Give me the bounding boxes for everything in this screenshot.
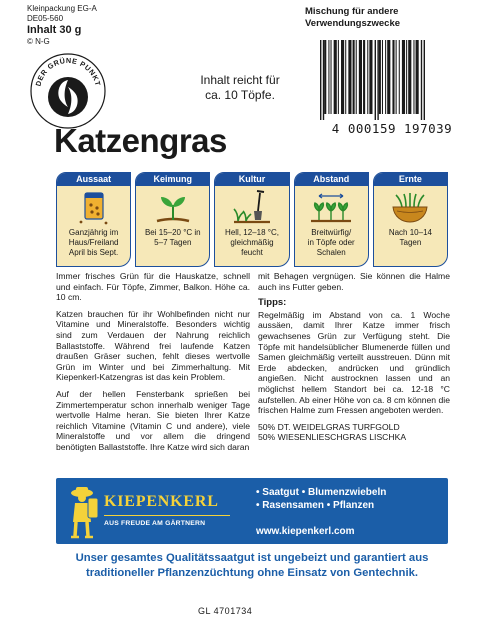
barcode-bar xyxy=(348,40,351,114)
cultivation-steps xyxy=(56,172,448,267)
content-reach xyxy=(170,73,310,103)
barcode-bar xyxy=(369,40,372,114)
barcode-bar xyxy=(392,40,394,114)
step-aussaat xyxy=(56,172,131,267)
package-info xyxy=(27,4,97,47)
green-dot-text: DER GRÜNE PUNKT xyxy=(33,55,103,88)
quality-statement-line: Unser gesamtes Qualitätssaatgut ist ungebeizt und garantiert aus xyxy=(75,552,429,564)
barcode-bar xyxy=(334,40,337,114)
content-weight: Inhalt 30 g xyxy=(27,24,82,36)
seed-bag-icon xyxy=(72,189,116,227)
step-kultur xyxy=(214,172,289,267)
origin-code: © N-G xyxy=(27,37,50,46)
gardener-logo-icon xyxy=(64,484,102,540)
barcode-bar xyxy=(331,40,332,114)
barcode-bar xyxy=(379,40,381,114)
content-reach-line2: ca. 10 Töpfe. xyxy=(205,88,275,102)
barcode-bar xyxy=(396,40,397,114)
gruener-punkt-icon xyxy=(28,51,108,131)
barcode-bar xyxy=(416,40,419,114)
seedling-icon xyxy=(151,189,195,227)
step-header: Keimung xyxy=(136,173,209,186)
barcode-number: 4 000159 197039 xyxy=(331,121,453,136)
step-text-line: Bei 15–20 °C in xyxy=(144,228,201,237)
barcode-bar xyxy=(338,40,339,114)
barcode-bar xyxy=(345,40,346,114)
barcode-bar xyxy=(363,40,365,114)
step-text xyxy=(66,227,122,258)
barcode-bar xyxy=(356,40,357,114)
barcode-bar xyxy=(402,40,405,114)
description-column-left xyxy=(56,271,250,459)
quality-statement-line: traditioneller Pflanzenzüchtung ohne Einsatz von Gentechnik. xyxy=(85,567,419,579)
brand-slogan: AUS FREUDE AM GÄRTNERN xyxy=(104,520,206,527)
product-range-item: • Saatgut • Blumenzwiebeln xyxy=(256,487,387,498)
mixture-line: 50% WIESENLIESCHGRAS LISCHKA xyxy=(258,432,407,443)
tips-text: Regelmäßig im Abstand von ca. 1 Woche aussäen, damit Ihrer Katze immer frisch gewachsenes Grün zur Verfügung steht. Die Töpfe mit handelsüblicher Blumenerde füllen und Samen gleichmäßig verteilt ausstreuen. Dünn mit Erde abdecken, andrücken und gründlich angießen. Nicht austrocknen lassen und an möglichst hellem Standort bei ca. 12-18 °C aufstellen. Ab einer Höhe von ca. 8 cm können die frischen Halme zum Fressen angeboten werden. xyxy=(258,309,450,416)
barcode-bar xyxy=(367,40,368,114)
spacing-arrows-icon xyxy=(309,189,353,227)
description-paragraph: Katzen brauchen für ihr Wohlbefinden nicht nur Vitamine und Mineralstoffe. Besonders wichtig sind zum Verdauen der Nahrung reichlich Ballaststoffe. Während frei laufende Katzen draußen Gräser suchen, fehlt dieses wertvolle Grün im Winter und bei Zimmerhaltung. Mit Kiepenkerl-Katzengras ist das kein Problem. xyxy=(56,308,250,383)
barcode-bar xyxy=(377,40,378,120)
barcode-bar xyxy=(406,40,407,114)
step-text-line: 5–7 Tagen xyxy=(154,238,192,247)
barcode-bar xyxy=(385,40,386,114)
step-text-line: feucht xyxy=(241,248,263,257)
step-text xyxy=(386,227,435,248)
barcode-bar xyxy=(387,40,390,114)
mixture-line: 50% DT. WEIDELGRAS TURFGOLD xyxy=(258,421,400,432)
step-text xyxy=(305,227,358,258)
step-abstand xyxy=(294,172,369,267)
spade-sprouts-icon xyxy=(230,189,274,227)
step-text-line: April bis Sept. xyxy=(68,248,119,257)
step-text-line: Schalen xyxy=(316,248,346,257)
step-text-line: Nach 10–14 xyxy=(388,228,432,237)
barcode-bar xyxy=(408,40,411,114)
quality-statement xyxy=(56,551,448,581)
barcode-bar xyxy=(320,40,321,120)
gl-code: GL 4701734 xyxy=(198,606,253,616)
package-type: Kleinpackung EG-A xyxy=(27,4,97,13)
website-link[interactable]: www.kiepenkerl.com xyxy=(256,526,355,537)
step-text-line: Tagen xyxy=(399,238,422,247)
brand-divider xyxy=(104,515,230,516)
barcode-bar xyxy=(382,40,383,114)
description-paragraph: Immer frisches Grün für die Hauskatze, schnell und einfach. Für Töpfe, Zimmer, Balkon. Höhe ca. 10 cm. xyxy=(56,271,250,303)
mixture-note-line2: Verwendungszwecke xyxy=(305,18,401,29)
description-paragraph: mit Behagen vergnügen. Sie können die Halme auch ins Futter geben. xyxy=(258,271,450,292)
step-keimung xyxy=(135,172,210,267)
barcode-image xyxy=(316,40,468,120)
barcode-bar xyxy=(359,40,362,114)
barcode-bar xyxy=(353,40,355,114)
step-text-line: Hell, 12–18 °C, xyxy=(225,228,279,237)
barcode-bar xyxy=(421,40,422,120)
description-column-right xyxy=(258,271,450,443)
description-paragraph: Auf der hellen Fensterbank sprießen bei Zimmertemperatur schon innerhalb weniger Tage wertvolle Halme heran. Sie bieten Ihrer Katze reichlich Vitamine (Vitamin C und andere), viele Mineralstoffe und vor allem die dringend benötigten Ballaststoffe. Ihre Katze wird sich daran xyxy=(56,388,250,452)
article-code: DE05-560 xyxy=(27,14,64,23)
step-text-line: Ganzjährig im xyxy=(68,228,119,237)
step-header: Ernte xyxy=(374,173,447,186)
harvest-bowl-icon xyxy=(388,189,432,227)
barcode-bar xyxy=(399,40,400,114)
product-title: Katzengras xyxy=(54,122,227,159)
step-header: Aussaat xyxy=(57,173,130,186)
step-text xyxy=(222,227,282,258)
step-header: Abstand xyxy=(295,173,368,186)
barcode-bar xyxy=(341,40,344,114)
brand-banner xyxy=(56,478,448,544)
mixture-note-line1: Mischung für andere xyxy=(305,6,399,17)
step-text xyxy=(142,227,204,248)
barcode-bar xyxy=(424,40,425,120)
step-text-line: gleichmäßig xyxy=(230,238,274,247)
step-text-line: Haus/Freiland xyxy=(68,238,119,247)
step-text-line: in Töpfe oder xyxy=(307,238,355,247)
tips-heading: Tipps: xyxy=(258,297,287,309)
step-ernte xyxy=(373,172,448,267)
step-text-line: Breitwürfig/ xyxy=(311,228,352,237)
barcode-bar xyxy=(324,40,326,114)
barcode-bar xyxy=(323,40,324,120)
brand-name: KIEPENKERL xyxy=(104,493,219,510)
barcode-bar xyxy=(328,40,329,114)
mixture-note xyxy=(305,6,400,30)
barcode-bar xyxy=(413,40,414,114)
content-reach-line1: Inhalt reicht für xyxy=(200,73,280,87)
step-header: Kultur xyxy=(215,173,288,186)
brand-logo xyxy=(60,482,238,540)
product-range-item: • Rasensamen • Pflanzen xyxy=(256,500,375,511)
product-range-list xyxy=(256,486,386,512)
barcode-bar xyxy=(375,40,376,120)
